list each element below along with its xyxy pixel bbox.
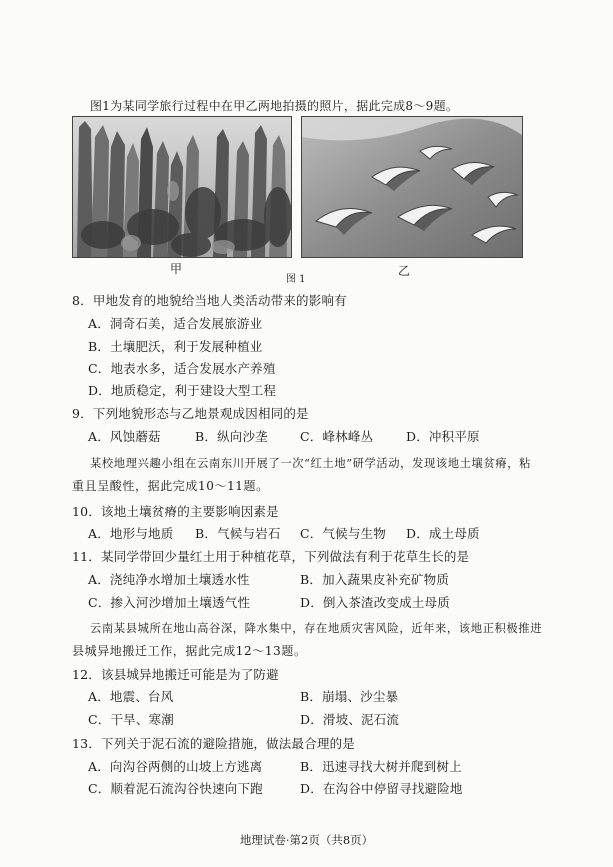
question-9-option-b: B．纵向沙垄 [195, 429, 268, 444]
question-10-option-d: D．成土母质 [406, 526, 480, 541]
question-11-option-c: C．掺入河沙增加土壤透气性 [88, 595, 251, 610]
question-9-option-a: A．风蚀蘑菇 [88, 429, 161, 444]
question-8-stem: 8．甲地发育的地貌给当地人类活动带来的影响有 [72, 293, 347, 308]
page-footer: 地理试卷·第2页（共8页） [239, 833, 374, 847]
karst-photo [72, 116, 292, 258]
figure-caption: 图 1 [286, 274, 306, 285]
question-10-option-a: A．地形与地质 [88, 526, 174, 541]
passage-10-11-line-1: 某校地理兴趣小组在云南东川开展了一次“红土地”研学活动，发现该地土壤贫瘠，粘 [90, 457, 532, 470]
question-13-option-c: C．顺着泥石流沟谷快速向下跑 [88, 781, 263, 796]
question-13-option-d: D．在沟谷中停留寻找避险地 [300, 781, 463, 796]
question-8-option-d: D．地质稳定，利于建设大型工程 [88, 383, 277, 398]
question-9-stem: 9．下列地貌形态与乙地景观成因相同的是 [72, 406, 309, 421]
question-12-stem: 12．该县城异地搬迁可能是为了防避 [72, 667, 279, 682]
question-9-option-d: D．冲积平原 [406, 429, 480, 444]
question-12-option-d: D．滑坡、泥石流 [300, 712, 400, 727]
question-9-option-c: C．峰林峰丛 [300, 429, 374, 444]
passage-12-13-line-1: 云南某县城所在地山高谷深，降水集中，存在地质灾害风险，近年来，该地正积极推进 [90, 622, 543, 635]
question-11-option-b: B．加入蔬果皮补充矿物质 [300, 572, 450, 587]
question-11-option-a: A．浇纯净水增加土壤透水性 [88, 572, 250, 587]
question-12-option-b: B．崩塌、沙尘暴 [300, 689, 399, 704]
figure-intro: 图1为某同学旅行过程中在甲乙两地拍摄的照片，据此完成8～9题。 [90, 99, 459, 113]
dune-photo [301, 116, 523, 258]
question-8-option-a: A．洞奇石美，适合发展旅游业 [88, 316, 263, 331]
question-13-option-b: B．迅速寻找大树并爬到树上 [300, 759, 462, 774]
passage-12-13-line-2: 县城异地搬迁工作，据此完成12～13题。 [72, 644, 307, 658]
question-12-option-c: C．干旱、寒潮 [88, 712, 174, 727]
question-12-option-a: A．地震、台风 [88, 689, 174, 704]
question-10-option-c: C．气候与生物 [300, 526, 386, 541]
question-13-stem: 13．下列关于泥石流的避险措施，做法最合理的是 [72, 736, 356, 751]
question-8-option-c: C．地表水多，适合发展水产养殖 [88, 361, 276, 376]
question-11-stem: 11．某同学带回少量红土用于种植花草，下列做法有利于花草生长的是 [72, 549, 470, 564]
question-10-stem: 10．该地土壤贫瘠的主要影响因素是 [72, 504, 279, 519]
question-8-option-b: B．土壤肥沃，利于发展种植业 [88, 339, 263, 354]
question-11-option-d: D．倒入茶渣改变成土母质 [300, 595, 450, 610]
question-10-option-b: B．气候与岩石 [195, 526, 281, 541]
photo-label-a: 甲 [170, 262, 183, 276]
photo-label-b: 乙 [398, 264, 411, 278]
passage-10-11-line-2: 重且呈酸性，据此完成10～11题。 [72, 479, 269, 493]
question-13-option-a: A．向沟谷两侧的山坡上方逃离 [88, 759, 263, 774]
